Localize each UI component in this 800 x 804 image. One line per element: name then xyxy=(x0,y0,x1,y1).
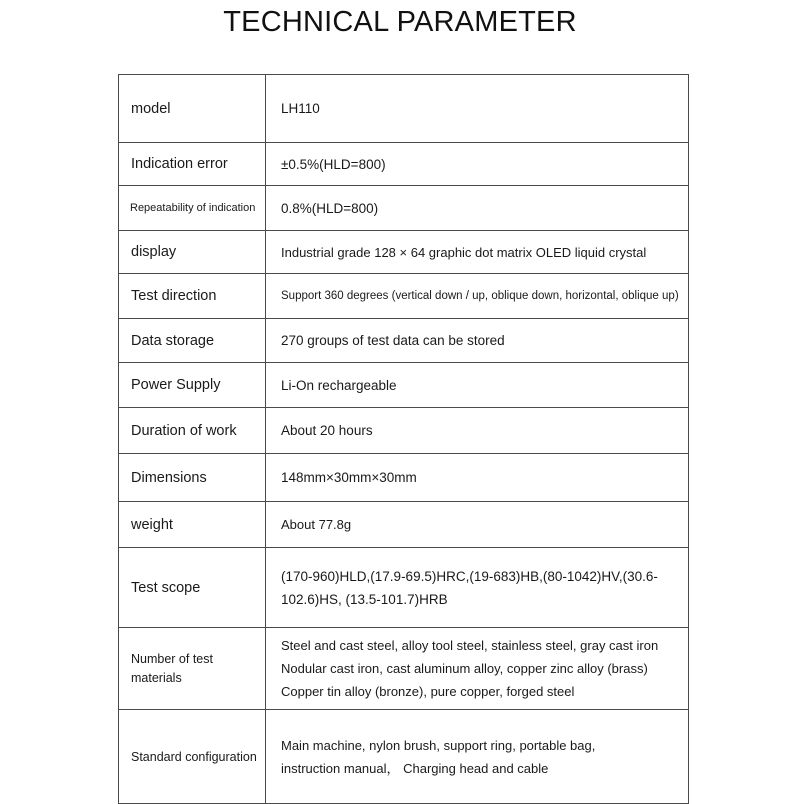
table-row xyxy=(119,363,689,408)
table-row xyxy=(119,186,689,231)
row-value-duration: About 20 hours xyxy=(266,408,689,454)
page-title: TECHNICAL PARAMETER xyxy=(223,6,577,38)
standard-configuration-line-1: Main machine, nylon brush, support ring, portable bag, xyxy=(281,737,596,753)
table-row xyxy=(119,231,689,274)
table-row xyxy=(119,710,689,804)
standard-configuration-line-2: instruction manual， Charging head and cable xyxy=(281,760,549,776)
test-materials-line-2: Nodular cast iron, cast aluminum alloy, copper zinc alloy (brass) xyxy=(281,661,648,676)
test-scope-line-1: (170-960)HLD,(17.9-69.5)HRC,(19-683)HB,(80-1042)HV,(30.6- xyxy=(281,568,658,584)
row-label-display: display xyxy=(119,231,266,274)
row-label-data-storage: Data storage xyxy=(119,319,266,363)
row-label-weight: weight xyxy=(119,502,266,548)
test-materials-label-line-2: materials xyxy=(131,670,182,685)
row-label-test-materials xyxy=(119,628,266,710)
table-row xyxy=(119,75,689,143)
row-label-dimensions: Dimensions xyxy=(119,454,266,502)
row-label-power-supply: Power Supply xyxy=(119,363,266,408)
row-label-repeatability: Repeatability of indication xyxy=(119,186,266,231)
row-value-display: Industrial grade 128 × 64 graphic dot matrix OLED liquid crystal xyxy=(266,231,689,274)
row-label-test-scope: Test scope xyxy=(119,548,266,628)
row-value-model: LH110 xyxy=(266,75,689,143)
row-label-duration: Duration of work xyxy=(119,408,266,454)
test-materials-line-1: Steel and cast steel, alloy tool steel, stainless steel, gray cast iron xyxy=(281,638,659,653)
table-row xyxy=(119,628,689,710)
row-value-indication-error: ±0.5%(HLD=800) xyxy=(266,143,689,186)
table-row xyxy=(119,143,689,186)
table-row xyxy=(119,454,689,502)
row-value-dimensions: 148mm×30mm×30mm xyxy=(266,454,689,502)
row-label-standard-configuration: Standard configuration xyxy=(119,710,266,804)
row-value-test-direction: Support 360 degrees (vertical down / up, oblique down, horizontal, oblique up) xyxy=(266,274,689,319)
row-value-weight: About 77.8g xyxy=(266,502,689,548)
table-row xyxy=(119,319,689,363)
row-value-power-supply: Li-On rechargeable xyxy=(266,363,689,408)
table-row xyxy=(119,274,689,319)
table-row xyxy=(119,548,689,628)
row-value-data-storage: 270 groups of test data can be stored xyxy=(266,319,689,363)
test-materials-label-line-1: Number of test xyxy=(131,651,213,666)
row-label-test-direction: Test direction xyxy=(119,274,266,319)
row-value-standard-configuration xyxy=(266,710,689,804)
row-value-test-materials xyxy=(266,628,689,710)
row-label-indication-error: Indication error xyxy=(119,143,266,186)
table-row xyxy=(119,408,689,454)
table-row xyxy=(119,502,689,548)
test-scope-line-2: 102.6)HS, (13.5-101.7)HRB xyxy=(281,591,448,607)
test-materials-line-3: Copper tin alloy (bronze), pure copper, forged steel xyxy=(281,684,575,699)
row-value-repeatability: 0.8%(HLD=800) xyxy=(266,186,689,231)
row-label-model: model xyxy=(119,75,266,143)
spec-table xyxy=(118,74,689,804)
row-value-test-scope xyxy=(266,548,689,628)
